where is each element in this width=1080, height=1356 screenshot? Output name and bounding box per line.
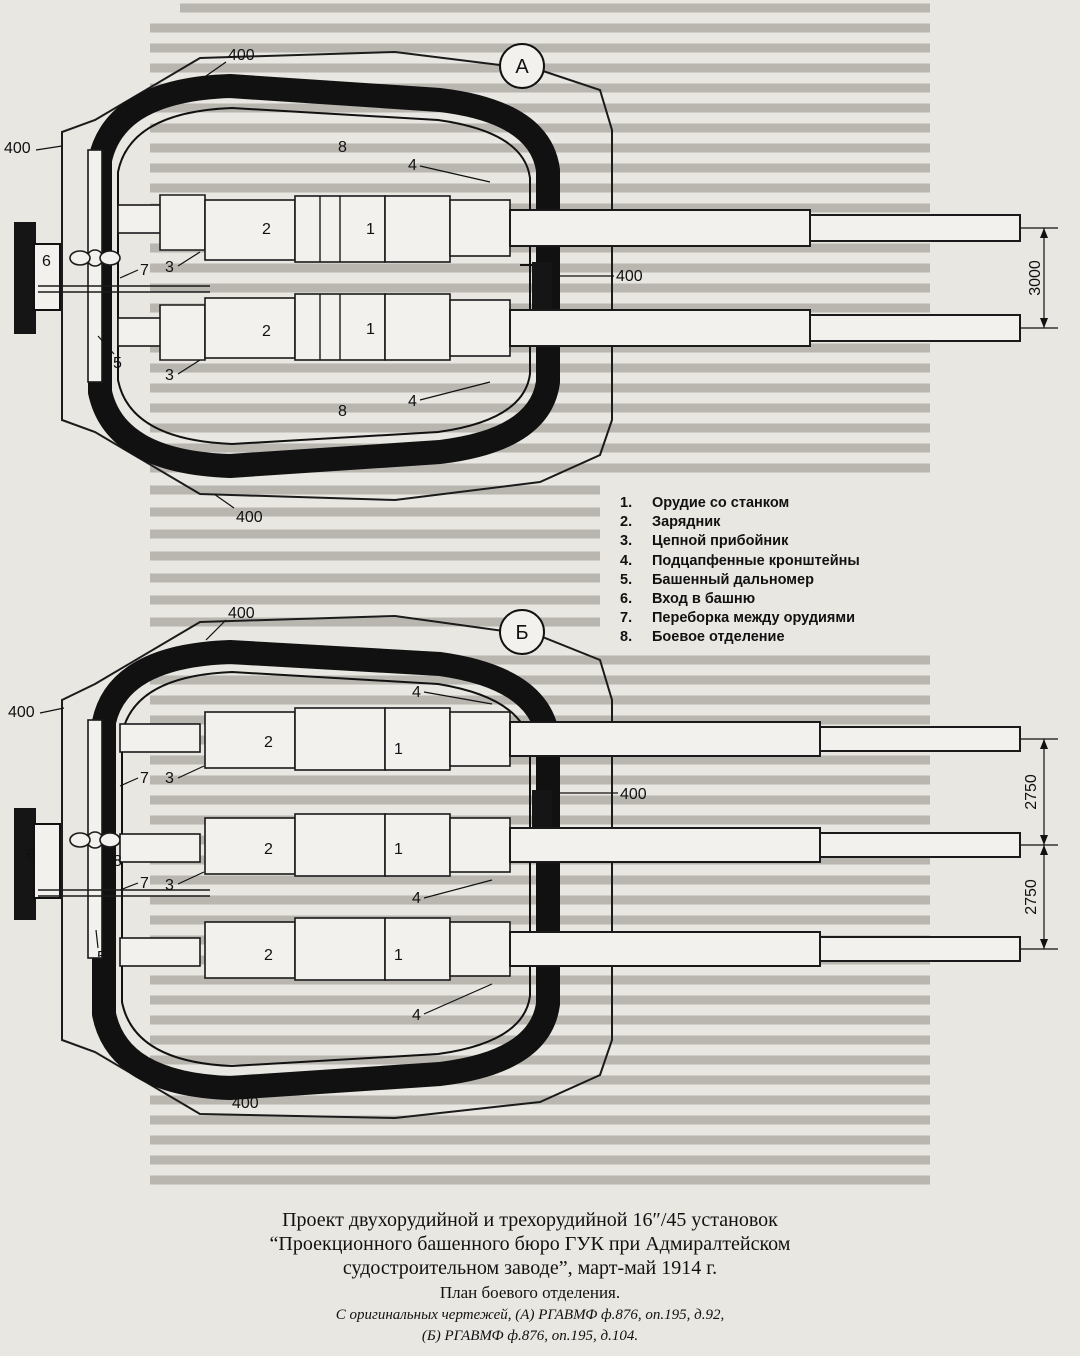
view-b-entrance-frame — [14, 808, 36, 920]
view-b-part-number: 1 — [394, 841, 403, 858]
view-b-part-number: 5 — [97, 949, 106, 966]
view-a-part-number: 1 — [366, 321, 375, 338]
view-a-dimension — [1020, 228, 1058, 328]
view-b-part-number: 2 — [264, 734, 273, 751]
view-b-entrance — [34, 824, 60, 898]
view-b-part-number: 2 — [264, 947, 273, 964]
view-b-part-number: 1 — [394, 741, 403, 758]
legend-item-number: 8. — [620, 629, 633, 646]
view-b-part-number: 4 — [412, 684, 421, 701]
view-a-armor-label: 400 — [228, 47, 255, 64]
view-a-armor-label: 400 — [236, 509, 263, 526]
legend — [620, 494, 920, 648]
view-a-part-number: 6 — [42, 253, 51, 270]
legend-item-label: Переборка между орудиями — [652, 610, 856, 627]
view-b-part-number: 1 — [394, 947, 403, 964]
view-a-part-number: 4 — [408, 393, 417, 410]
view-a-letter: А — [515, 56, 529, 78]
view-a-dimension-label: 3000 — [1027, 260, 1044, 296]
legend-item-label: Боевое отделение — [652, 629, 785, 646]
view-a-part-number: 3 — [165, 259, 174, 276]
view-a-part-number: 2 — [262, 323, 271, 340]
view-b-armor-label: 400 — [232, 1095, 259, 1112]
legend-item — [620, 513, 920, 532]
caption-subtitle: План боевого отделения. — [439, 1283, 621, 1302]
figure-caption — [150, 1208, 910, 1346]
caption-title-line: “Проекционного башенного бюро ГУК при Адмиралтейском — [269, 1233, 791, 1255]
legend-item-label: Орудие со станком — [652, 495, 790, 511]
view-b-letter: Б — [515, 622, 529, 644]
view-a-part-number: 8 — [338, 403, 347, 420]
caption-title-line: Проект двухорудийной и трехорудийной 16″/45 установок — [282, 1209, 778, 1231]
view-b-part-number: 3 — [165, 877, 174, 894]
view-b-part-number: 4 — [412, 890, 421, 907]
view-a-part-number: 5 — [113, 355, 122, 372]
view-a-part-number: 3 — [165, 367, 174, 384]
view-a-part-number: 8 — [338, 139, 347, 156]
legend-item — [620, 628, 920, 647]
caption-source-line: С оригинальных чертежей, (А) РГАВМФ ф.876, оп.195, д.92, — [335, 1307, 725, 1323]
legend-item-number: 6. — [620, 591, 633, 608]
view-b-part-number: 7 — [140, 875, 149, 892]
legend-item-label: Подцапфенные кронштейны — [652, 552, 860, 569]
legend-item-label: Зарядник — [652, 514, 721, 531]
view-b-part-number: 2 — [264, 841, 273, 858]
view-b-gun-lower — [120, 918, 1020, 980]
view-a-part-number: 2 — [262, 221, 271, 238]
legend-item — [620, 532, 920, 551]
legend-item-number: 3. — [620, 533, 633, 550]
view-b-dimension-label: 2750 — [1023, 774, 1040, 810]
view-b-armor-label: 400 — [8, 704, 35, 721]
legend-item — [620, 571, 920, 590]
legend-item — [620, 590, 920, 609]
view-b-armor-label: 400 — [620, 786, 647, 803]
view-a-inner-armor — [118, 108, 530, 444]
view-b-part-number: 7 — [140, 770, 149, 787]
view-b-part-number: 3 — [165, 770, 174, 787]
view-b-part-number: 6 — [26, 847, 35, 864]
legend-item — [620, 609, 920, 628]
legend-item-number: 1. — [620, 495, 633, 511]
legend-item — [620, 494, 920, 513]
legend-item-number: 2. — [620, 514, 633, 531]
caption-source-line: (Б) РГАВМФ ф.876, оп.195, д.104. — [421, 1328, 639, 1344]
view-a-part-number: 7 — [140, 262, 149, 279]
legend-item — [620, 552, 920, 571]
legend-item-number: 7. — [620, 610, 633, 627]
legend-item-number: 4. — [620, 552, 633, 569]
view-a-armor-label: 400 — [4, 140, 31, 157]
legend-item-label: Башенный дальномер — [652, 571, 814, 588]
legend-item-label: Вход в башню — [652, 591, 756, 608]
view-b-dimension-label: 2750 — [1023, 879, 1040, 915]
view-a-center-armor — [532, 262, 552, 310]
view-b-part-number: 8 — [113, 853, 122, 870]
view-b-armor-label: 400 — [228, 605, 255, 622]
caption-title-line: судостроительном заводе”, март-май 1914 г. — [342, 1257, 718, 1279]
view-a-armor-label: 400 — [616, 268, 643, 285]
legend-item-label: Цепной прибойник — [652, 533, 789, 550]
view-a-entrance-frame — [14, 222, 36, 334]
view-a-part-number: 1 — [366, 221, 375, 238]
view-a-part-number: 4 — [408, 157, 417, 174]
view-b-dimensions — [1020, 739, 1058, 949]
view-b-part-number: 4 — [412, 1007, 421, 1024]
legend-item-number: 5. — [620, 571, 633, 588]
